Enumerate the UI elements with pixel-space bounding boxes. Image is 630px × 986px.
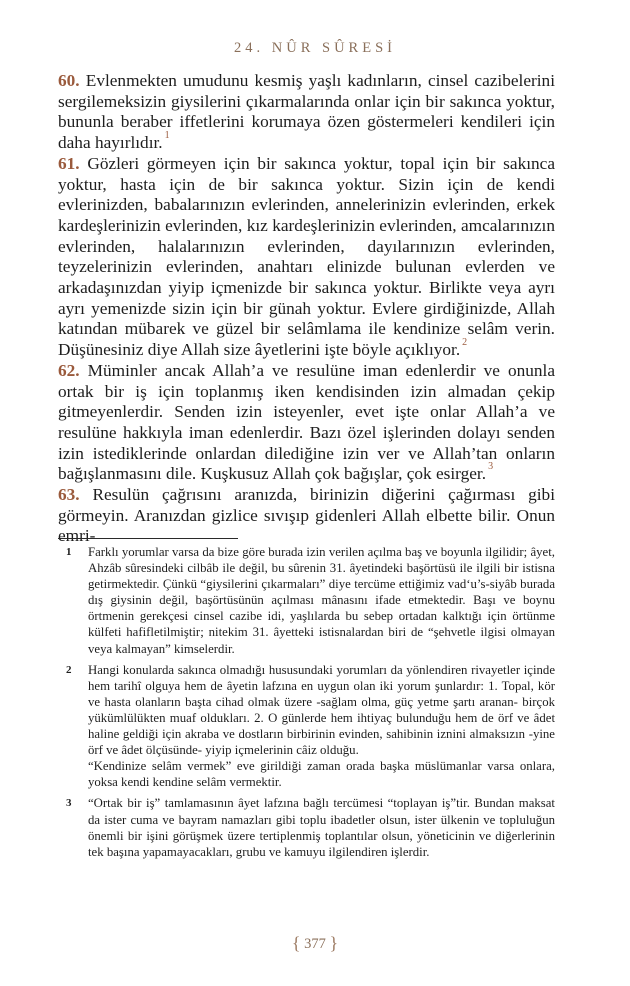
footnote-3 xyxy=(58,795,555,859)
page-number: 377 xyxy=(304,936,326,952)
ornament-right-icon: } xyxy=(329,933,339,953)
footnote-marker[interactable]: 3 xyxy=(488,461,494,473)
footnote-text: “Kendinize selâm vermek” eve girildiği zaman orada başka müslümanlar varsa onlara, yoksa kendi kendine selâm vermektir. xyxy=(88,759,555,790)
footnote-text: Farklı yorumlar varsa da bize göre burada izin verilen açılma baş ve boyunla ilgilidir; âyet, Ahzâb sûresindeki cilbâb ile değil, bu sûrenin 31. âyetindeki başörtüsü ile ilgili bir istisna getirmektedir. Çünkü “giysilerini çıkarmaları” diye tercüme ettiğimiz vad‘u’s-siyâb burada dış giysinin değil, başörtüsünün açılması mânasını ifade etmektedir. Başı ve boynu örtmenin gerekçesi cinsel cazibe idi, yaşlılarda bu sebep ortadan kalktığı için örtünme külfeti hafifletilmiştir; nitekim 31. âyetteki istisnalardan biri de “şehvetle ilgisi olmayan veya kalmayan” kimselerdir. xyxy=(88,545,555,656)
running-header: 24. NÛR SÛRESİ xyxy=(234,40,396,56)
verse-number: 62. xyxy=(58,360,80,380)
verse-number: 63. xyxy=(58,485,80,505)
footnote-1 xyxy=(58,544,555,657)
footnote-number: 3 xyxy=(66,797,72,810)
page-number-footer xyxy=(0,933,630,954)
verse-text: Müminler ancak Allah’a ve resulüne iman edenlerdir ve onunla ortak bir iş için toplanmış iken kendisinden izin almadan çekip gitmeyenlerdir. Senden izin isteyenler, evet işte onlar Allah’a ve resulüne hakkıyla iman edenlerdir. Bazı özel işlerinden dolayı senden izin istediklerinde onlardan dilediğine izin ver ve Allah’tan onların bağışlanmasını dile. Kuşkusuz Allah çok bağışlar, çok esirger. xyxy=(58,360,555,484)
footnote-text: Hangi konularda sakınca olmadığı hususundaki yorumları da yönlendiren rivayetler içinde hem tarihî olguya hem de âyetin lafzına en uygun olan iki yorum şunlardır: 1. Topal, kör ve hasta olanların başta cihad olmak üzere -sağlam olma, güç yetme şartı aranan- birçok yükümlülükten muaf oldukları. 2. O günlerde hem ihtiyaç bulunduğu hem de örf ve âdet haline geldiği için akraba ve dostların birbirinin evinden, sahibinin iznini almaksızın -yine örf ve âdet ölçüsünde- yiyip içmelerinin câiz olduğu. xyxy=(88,662,555,758)
footnotes xyxy=(58,544,555,865)
verse-text: Gözleri görmeyen için bir sakınca yoktur, topal için bir sakınca yoktur, hasta için de bir sakınca yoktur. Sizin için de kendi evlerinizden, babalarınızın evlerinden, annelerinizin evlerinden, erkek kardeşlerinizin evlerinden, kız kardeşlerinizin evlerinden, amcalarınızın evlerinden, halalarınızın evlerinden, dayılarınızın evlerinden, teyzelerinizin evlerinden, anahtarı elinizde bulunan evlerden ve arkadaşınızdan yiyip içmenizde bir sakınca yoktur. Birlikte veya ayrı ayrı yemenizde sizin için bir günah yoktur. Evlere girdiğinizde, Allah katından mübarek ve güzel bir selâmlama ile kendinize selâm verin. Düşünesiniz diye Allah size âyetlerini işte böyle açıklıyor. xyxy=(58,153,555,360)
verse-number: 60. xyxy=(58,71,80,90)
verse-60 xyxy=(58,71,555,154)
footnote-separator xyxy=(58,538,238,539)
ornament-left-icon: { xyxy=(291,933,301,953)
footnote-number: 1 xyxy=(66,546,72,558)
footnote-2 xyxy=(58,662,555,791)
verse-text: Resulün çağrısını aranızda, birinizin diğerini çağırması gibi görmeyin. Aranızdan gizlice sıvışıp gidenleri Allah elbette bilir. Onun emri- xyxy=(58,485,555,546)
verse-61 xyxy=(58,154,555,361)
verse-62 xyxy=(58,361,555,485)
verse-text: Evlenmekten umudunu kesmiş yaşlı kadınların, cinsel cazibelerini sergilemeksizin giysilerini çıkarmalarında onlar için bir sakınca yoktur, bununla beraber iffetlerini korumaya özen göstermeleri kendileri için daha hayırlıdır. xyxy=(58,71,556,153)
verse-number: 61. xyxy=(58,153,80,173)
footnote-marker[interactable]: 1 xyxy=(164,130,170,142)
footnote-number: 2 xyxy=(66,663,72,676)
footnote-marker[interactable]: 2 xyxy=(462,337,468,349)
verse-body xyxy=(58,71,555,547)
footnote-text: “Ortak bir iş” tamlamasının âyet lafzına bağlı tercümesi “toplayan iş”tir. Bundan maksat da ister cuma ve bayram namazları gibi toplu ibadetler olsun, ister ülkenin ve topluluğun önemli bir işini görüşmek üzere tertiplenmiş toplantılar olsun, yöneticinin ve diğerlerinin tek başına yapamayacakları, grubu ve kamuyu ilgilendiren işlerdir. xyxy=(88,796,555,859)
